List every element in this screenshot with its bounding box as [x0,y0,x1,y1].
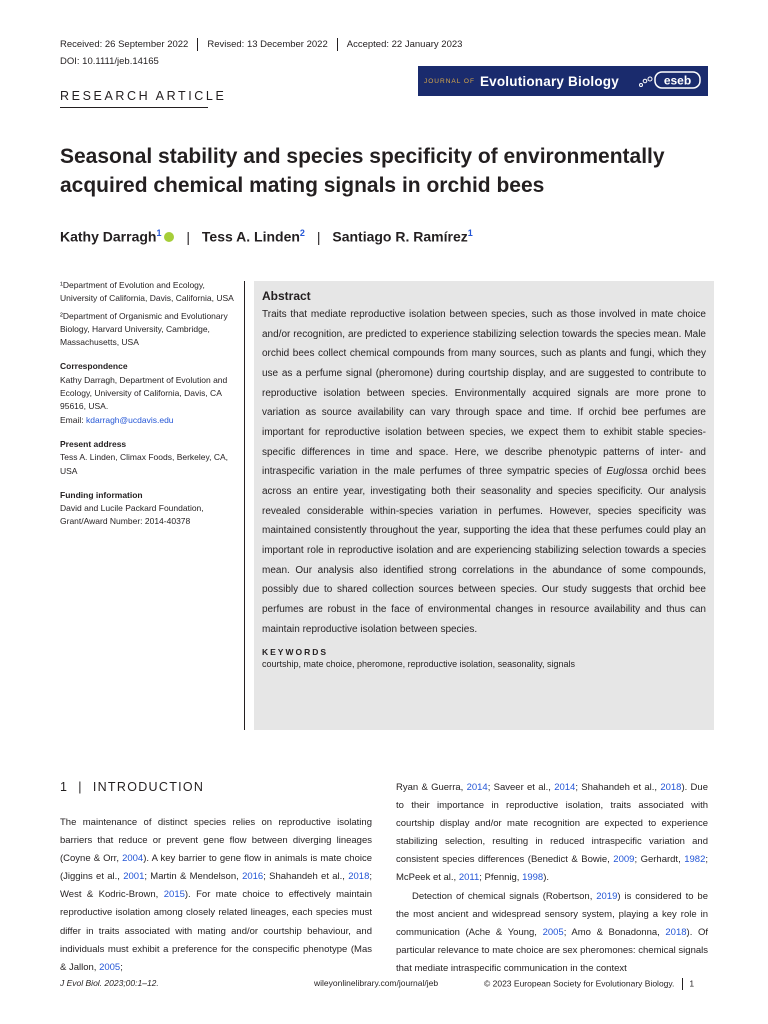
genus-name: Euglossa [606,466,648,478]
author-list [60,228,473,245]
author-name[interactable]: Kathy Darragh [60,228,157,245]
journal-banner [418,66,708,96]
text-run: ; McPeek et al., [396,854,708,884]
author-separator: | [186,228,191,245]
abstract-text [262,305,706,639]
citation-link[interactable]: 2004 [122,853,144,865]
orcid-icon[interactable] [164,232,174,242]
citation-link[interactable]: 2005 [542,926,564,938]
text-run: ) is considered to be the most ancient and widespread sensory system, playing a key role in communication (Ache & Young, [396,890,709,938]
affiliation-sup[interactable]: 1 [467,228,473,238]
footer-citation: J Evol Biol. 2023;00:1–12. [60,978,159,988]
page-number: 1 [689,978,695,989]
author-separator: | [316,228,321,245]
revised-date: Revised: 13 December 2022 [207,39,328,51]
abstract-box [254,281,714,730]
section-number: 1 [60,780,69,794]
affiliation-sup[interactable]: 1 [156,228,162,238]
section-heading [60,780,204,794]
intro-paragraph [60,814,372,977]
divider [337,38,338,51]
citation-link[interactable]: 2014 [554,782,576,793]
section-title: INTRODUCTION [92,780,205,794]
eseb-logo-text: eseb [663,73,692,88]
citation-link[interactable]: 2019 [596,890,618,902]
keywords-heading: KEYWORDS [262,647,329,658]
text-run: ). A key barrier to gene flow in animals is mate choice (Jiggins et al., [60,853,372,883]
citation-link[interactable]: 2016 [242,871,264,883]
text-run: ). Due to their importance in reproductive isolation, traits associated with courtship display and/or mate recognition are expected to experience stabilizing selection, resulting in reduced intraspecific variation and consistent species differences (Benedict & Bowie, [396,782,708,866]
text-run: ; Pfennig, [479,872,523,884]
intro-paragraph [396,888,708,978]
keywords-list: courtship, mate choice, pheromone, reproductive isolation, seasonality, signals [262,659,576,670]
text-run: Ryan & Guerra, [396,782,467,793]
text-run: ; Shahandeh et al., [575,782,661,793]
text-run: ). [543,872,550,884]
citation-link[interactable]: 2009 [613,854,635,866]
present-address-text: Tess A. Linden, Climax Foods, Berkeley, CA, USA [60,452,229,476]
citation-link[interactable]: 2014 [466,782,488,793]
citation-link[interactable]: 2018 [665,926,687,938]
affiliation-2: ²Department of Organismic and Evolutionary Biology, Harvard University, Cambridge, Massachusetts, USA [60,310,228,348]
copyright-text: © 2023 European Society for Evolutionary Biology. [484,978,675,989]
journal-of-label: JOURNAL OF [424,77,475,85]
article-type: RESEARCH ARTICLE [60,89,227,103]
text-run: ; Shahandeh et al., [263,871,349,883]
citation-link[interactable]: 2018 [660,782,682,793]
article-sidebar [60,279,238,540]
citation-link[interactable]: 2015 [163,889,185,901]
affiliation-1: ¹Department of Evolution and Ecology, University of California, Davis, California, USA [60,280,234,304]
present-address-heading: Present address [60,438,127,449]
text-run: ; Gerhardt, [634,854,685,866]
correspondence-text: Kathy Darragh, Department of Evolution and Ecology, University of California, Davis, CA 95616, USA. [60,374,228,412]
intro-paragraph [396,779,708,888]
text-run: ; Saveer et al., [487,782,555,793]
text-run: ; [120,961,123,973]
citation-link[interactable]: 2011 [458,872,480,884]
text-run: ). For mate choice to effectively maintain reproductive isolation among closely related lineages, each species must differ in traits associated with mating and/or courtship behaviour, and individuals must exhibit a preference for the conspecific phenotype (Mas & Jallon, [60,889,372,973]
citation-link[interactable]: 1998 [522,872,544,884]
text-run: ; Amo & Bonadonna, [563,926,666,938]
citation-link[interactable]: 2001 [123,871,145,883]
correspondence-block [60,360,238,426]
affiliation-sup[interactable]: 2 [299,228,305,238]
text-run: ). Of particular relevance to mate choice are sex pheromones: chemical signals that mediate intraspecific communication in the context [396,926,708,974]
funding-block [60,489,238,529]
intro-column-right [396,779,708,978]
footer-url[interactable]: wileyonlinelibrary.com/journal/jeb [314,978,439,988]
author-name[interactable]: Santiago R. Ramírez [332,228,468,245]
text-run: Detection of chemical signals (Robertson, [412,890,597,902]
sidebar-divider [244,281,245,730]
text-run: ; Martin & Mendelson, [144,871,243,883]
citation-link[interactable]: 2018 [348,871,370,883]
section-separator: | [78,780,83,794]
article-type-rule [60,107,208,108]
present-address-block [60,438,238,478]
funding-heading: Funding information [60,489,143,500]
funding-text: David and Lucile Packard Foundation, Grant/Award Number: 2014-40378 [60,503,204,527]
email-label: Email: [60,414,86,425]
text-run: ; West & Kodric-Brown, [60,871,373,901]
abstract-heading: Abstract [262,289,311,303]
correspondence-heading: Correspondence [60,361,128,372]
abstract-text-part: orchid bees across an entire year, investigating both their seasonality and species specificity. Our analysis revealed considerable within-species variation in perfumes. However, species specificity was maintained consistently throughout the year, supporting the idea that these perfumes could play an important role in reproductive isolation and are experiencing stabilizing selection towards a species mean. Our analysis also identified strong correlations in the abundance of some compounds, possibly due to shared collection sources between species. Our study suggests that orchid bee perfumes are robust in the face of environmental changes in resource availability and thus can maintain reproductive isolation between species. [262,466,706,635]
footer-copyright [484,978,694,990]
publication-dates [60,38,462,51]
email-line [60,414,238,427]
author-name[interactable]: Tess A. Linden [201,228,300,245]
received-date: Received: 26 September 2022 [60,39,189,51]
eseb-logo [636,70,702,92]
email-link[interactable]: kdarragh@ucdavis.edu [85,414,174,425]
citation-link[interactable]: 1982 [684,854,706,866]
divider [197,38,198,51]
citation-link[interactable]: 2005 [99,961,121,973]
text-run: The maintenance of distinct species relies on reproductive isolating barriers that reduce or prevent gene flow between diverging lineages (Coyne & Orr, [60,817,372,865]
intro-column-left [60,814,372,977]
abstract-text-part: Traits that mediate reproductive isolation between species, such as those involved in mate choice and/or recognition, are predicted to experience stabilizing selection towards the species mean. Male orchid bees collect chemical compounds from many sources, such as plants and fungi, which they use as a perfume signal (pheromone) during courtship display, and are suggested to contribute to reproductive isolation between species. Environmentally acquired signals are more prone to variation as source availability can vary through space and time. If orchid bee perfumes are important for reproductive isolation between species, we expect them to exhibit stable species-specific differences in time and space. Here, we describe phenotypic patterns of inter- and intraspecific variation in the male perfumes of three sympatric species of [262,309,706,478]
article-title: Seasonal stability and species specificity of environmentally acquired chemical mating signals in orchid bees [60,145,665,197]
journal-name: Evolutionary Biology [479,73,619,89]
accepted-date: Accepted: 22 January 2023 [346,39,463,51]
doi: DOI: 10.1111/jeb.14165 [60,56,159,67]
divider [682,978,683,990]
